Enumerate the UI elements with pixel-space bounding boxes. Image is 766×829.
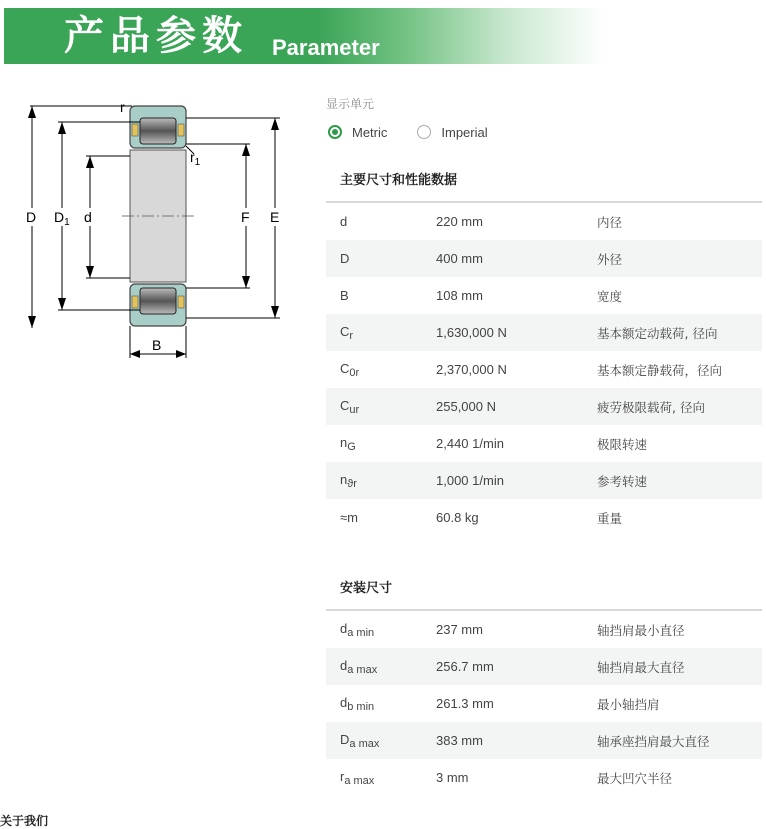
table-row: [326, 611, 762, 648]
parameter-panel: [326, 96, 762, 796]
banner-title-en: Parameter: [272, 35, 380, 60]
param-description: 极限转速: [597, 436, 648, 452]
table-row: [326, 759, 762, 796]
table-row: [326, 388, 762, 425]
main-dims-title: 主要尺寸和性能数据: [326, 161, 762, 203]
radio-metric-dot[interactable]: [328, 125, 342, 139]
param-value: 2,440 1/min: [436, 436, 504, 451]
diagram-label-D: D: [26, 209, 37, 225]
param-symbol: $D_{a max}$: [340, 731, 380, 750]
param-description: 重量: [597, 510, 623, 526]
table-row: [326, 314, 762, 351]
main-dims-table: [326, 203, 762, 536]
param-symbol: $C_r$: [340, 323, 354, 342]
param-symbol: $C_{0r}$: [340, 360, 360, 379]
table-row: [326, 203, 762, 240]
param-symbol: D: [340, 251, 350, 266]
param-symbol: $d_{a min}$: [340, 620, 375, 639]
param-symbol: $n_G$: [340, 434, 356, 453]
table-row: [326, 277, 762, 314]
table-row: [326, 499, 762, 536]
param-description: 最小轴挡肩: [597, 696, 660, 712]
radio-imperial-label: Imperial: [441, 124, 488, 140]
param-symbol: $n_{ϑr}$: [340, 471, 357, 490]
unit-selector: [326, 122, 762, 142]
param-symbol: $d_{a max}$: [340, 657, 378, 676]
param-description: 最大凹穴半径: [597, 770, 673, 786]
param-description: 轴挡肩最大直径: [597, 659, 685, 675]
param-description: 宽度: [597, 288, 623, 304]
param-symbol: $r_{a max}$: [340, 768, 375, 787]
param-symbol: $d_{b min}$: [340, 694, 375, 713]
table-row: [326, 425, 762, 462]
page-banner: [4, 8, 604, 64]
table-row: [326, 351, 762, 388]
param-symbol: B: [340, 288, 349, 303]
diagram-label-E: E: [270, 209, 280, 225]
param-description: 基本额定动载荷, 径向: [597, 325, 718, 341]
table-row: [326, 722, 762, 759]
param-value: 3 mm: [436, 770, 469, 785]
param-description: 基本额定静载荷，径向: [597, 362, 723, 378]
mount-dims-title: 安装尺寸: [326, 569, 762, 611]
diagram-label-B: B: [152, 337, 162, 353]
param-value: 400 mm: [436, 251, 483, 266]
param-value: 255,000 N: [436, 399, 496, 414]
param-description: 轴承座挡肩最大直径: [597, 733, 710, 749]
table-row: [326, 462, 762, 499]
param-value: 256.7 mm: [436, 659, 494, 674]
diagram-label-d: d: [84, 209, 92, 225]
param-value: 108 mm: [436, 288, 483, 303]
param-value: 237 mm: [436, 622, 483, 637]
table-row: [326, 685, 762, 722]
param-description: 疲劳极限载荷, 径向: [597, 399, 705, 415]
param-description: 轴挡肩最小直径: [597, 622, 685, 638]
banner-title-cn: 产品参数: [64, 13, 248, 59]
param-symbol: d: [340, 214, 348, 229]
param-value: 60.8 kg: [436, 510, 479, 525]
param-value: 1,630,000 N: [436, 325, 507, 340]
param-description: 外径: [597, 251, 623, 267]
param-symbol: $C_{ur}$: [340, 397, 360, 416]
diagram-label-r1: $r_1$: [190, 149, 201, 168]
radio-imperial[interactable]: [415, 125, 487, 140]
units-title: 显示单元: [326, 97, 375, 111]
param-value: 220 mm: [436, 214, 483, 229]
param-value: 2,370,000 N: [436, 362, 507, 377]
diagram-label-r: r: [120, 99, 125, 115]
table-row: [326, 648, 762, 685]
param-description: 参考转速: [597, 473, 648, 489]
param-value: 261.3 mm: [436, 696, 494, 711]
radio-imperial-dot[interactable]: [417, 125, 431, 139]
param-symbol: ≈m: [340, 510, 358, 525]
param-value: 1,000 1/min: [436, 473, 504, 488]
param-description: 内径: [597, 214, 623, 230]
bearing-diagram: [10, 96, 300, 366]
diagram-label-F: F: [241, 209, 250, 225]
table-row: [326, 240, 762, 277]
radio-metric-label: Metric: [352, 124, 388, 140]
param-value: 383 mm: [436, 733, 483, 748]
footer-heading: 关于我们: [0, 814, 49, 828]
mount-dims-table: [326, 611, 762, 796]
radio-metric[interactable]: [326, 125, 387, 140]
diagram-label-D1: $D_1$: [54, 209, 70, 228]
